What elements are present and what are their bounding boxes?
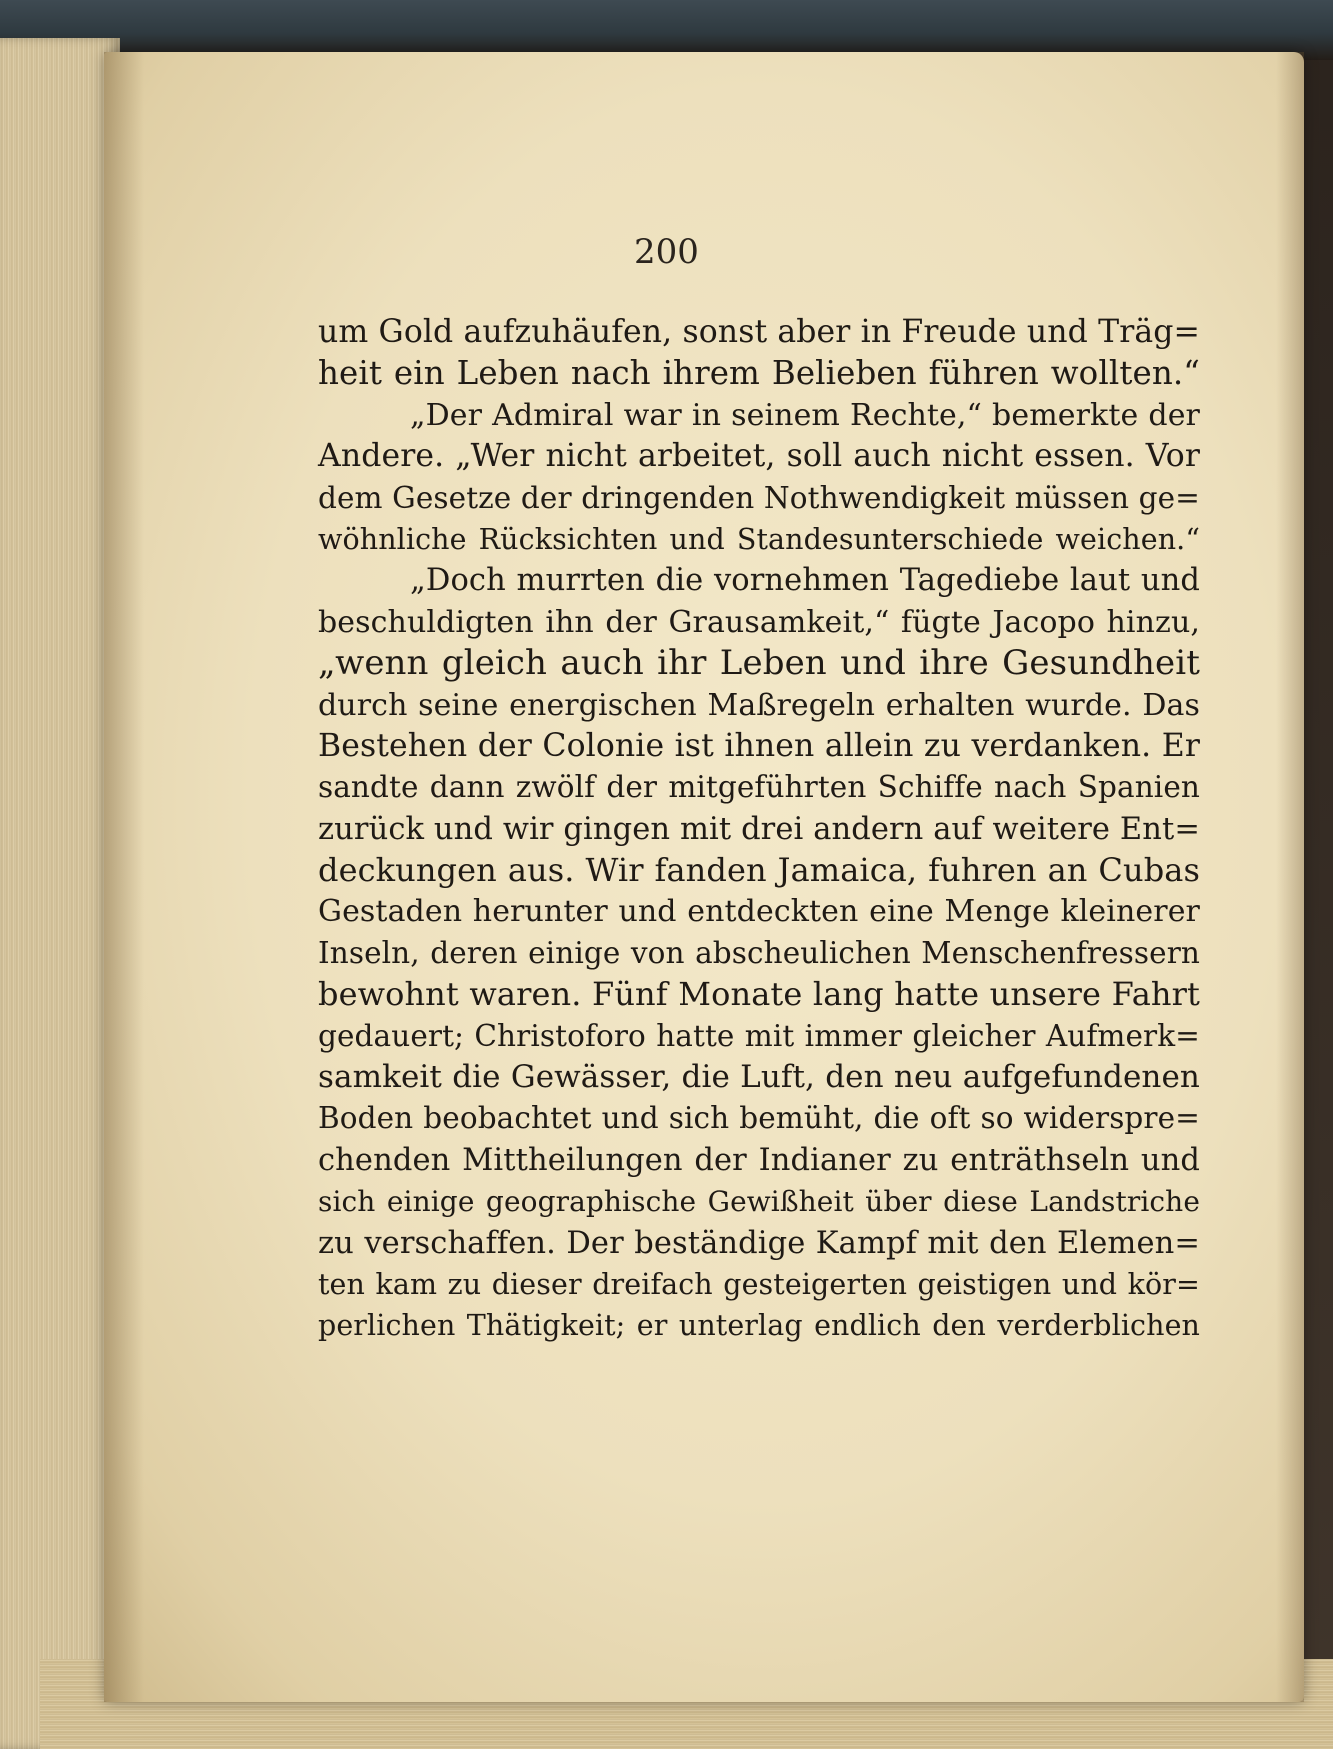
text-line: ten kam zu dieser dreifach gesteigerten geistigen und kör= — [318, 1267, 1200, 1301]
page-edges-left — [0, 38, 120, 1749]
text-line: wöhnliche Rücksichten und Standesunterschiede weichen.“ — [318, 522, 1200, 556]
text-line: deckungen aus. Wir fanden Jamaica, fuhren an Cubas — [318, 851, 1200, 890]
text-line: gedauert; Christoforo hatte mit immer gleicher Aufmerk= — [318, 1018, 1200, 1053]
text-line: um Gold aufzuhäufen, sonst aber in Freude und Träg= — [318, 314, 1200, 350]
text-line: Bestehen der Colonie ist ihnen allein zu verdanken. Er — [318, 727, 1200, 764]
text-line: samkeit die Gewässer, die Luft, den neu aufgefundenen — [318, 1059, 1200, 1096]
book-cover-top — [0, 0, 1333, 60]
text-line: Gestaden herunter und entdeckten eine Menge kleinerer — [318, 894, 1200, 930]
body-text — [318, 312, 1200, 1347]
text-line: sich einige geographische Gewißheit über diese Landstriche — [318, 1185, 1200, 1219]
page-right-edge — [1276, 52, 1304, 1702]
text-line: heit ein Leben nach ihrem Belieben führen wollten.“ — [318, 354, 1200, 393]
text-line: chenden Mittheilungen der Indianer zu enträthseln und — [318, 1142, 1200, 1178]
text-line: Inseln, deren einige von abscheulichen Menschenfressern — [318, 935, 1200, 970]
text-line: zu verschaffen. Der beständige Kampf mit den Elemen= — [318, 1225, 1200, 1261]
text-line: dem Gesetze der dringenden Nothwendigkeit müssen ge= — [318, 480, 1200, 515]
text-line: Boden beobachtet und sich bemüht, die oft so widerspre= — [318, 1101, 1200, 1136]
page-number: 200 — [634, 232, 699, 272]
text-line: perlichen Thätigkeit; er unterlag endlich den verderblichen — [318, 1309, 1200, 1343]
text-line: „Doch murrten die vornehmen Tagediebe laut und — [410, 563, 1200, 599]
text-line: Andere. „Wer nicht arbeitet, soll auch nicht essen. Vor — [318, 438, 1200, 475]
text-line: beschuldigten ihn der Grausamkeit,“ fügte Jacopo hinzu, — [318, 604, 1200, 640]
gutter-shadow — [104, 52, 144, 1702]
text-line: zurück und wir gingen mit drei andern auf weitere Ent= — [318, 811, 1200, 847]
text-line: sandte dann zwölf der mitgeführten Schiffe nach Spanien — [318, 770, 1200, 805]
text-line: bewohnt waren. Fünf Monate lang hatte unsere Fahrt — [318, 975, 1200, 1014]
text-line: „wenn gleich auch ihr Leben und ihre Gesundheit — [318, 643, 1200, 684]
text-line: „Der Admiral war in seinem Rechte,“ bemerkte der — [410, 397, 1200, 433]
text-line: durch seine energischen Maßregeln erhalten wurde. Das — [318, 687, 1200, 723]
